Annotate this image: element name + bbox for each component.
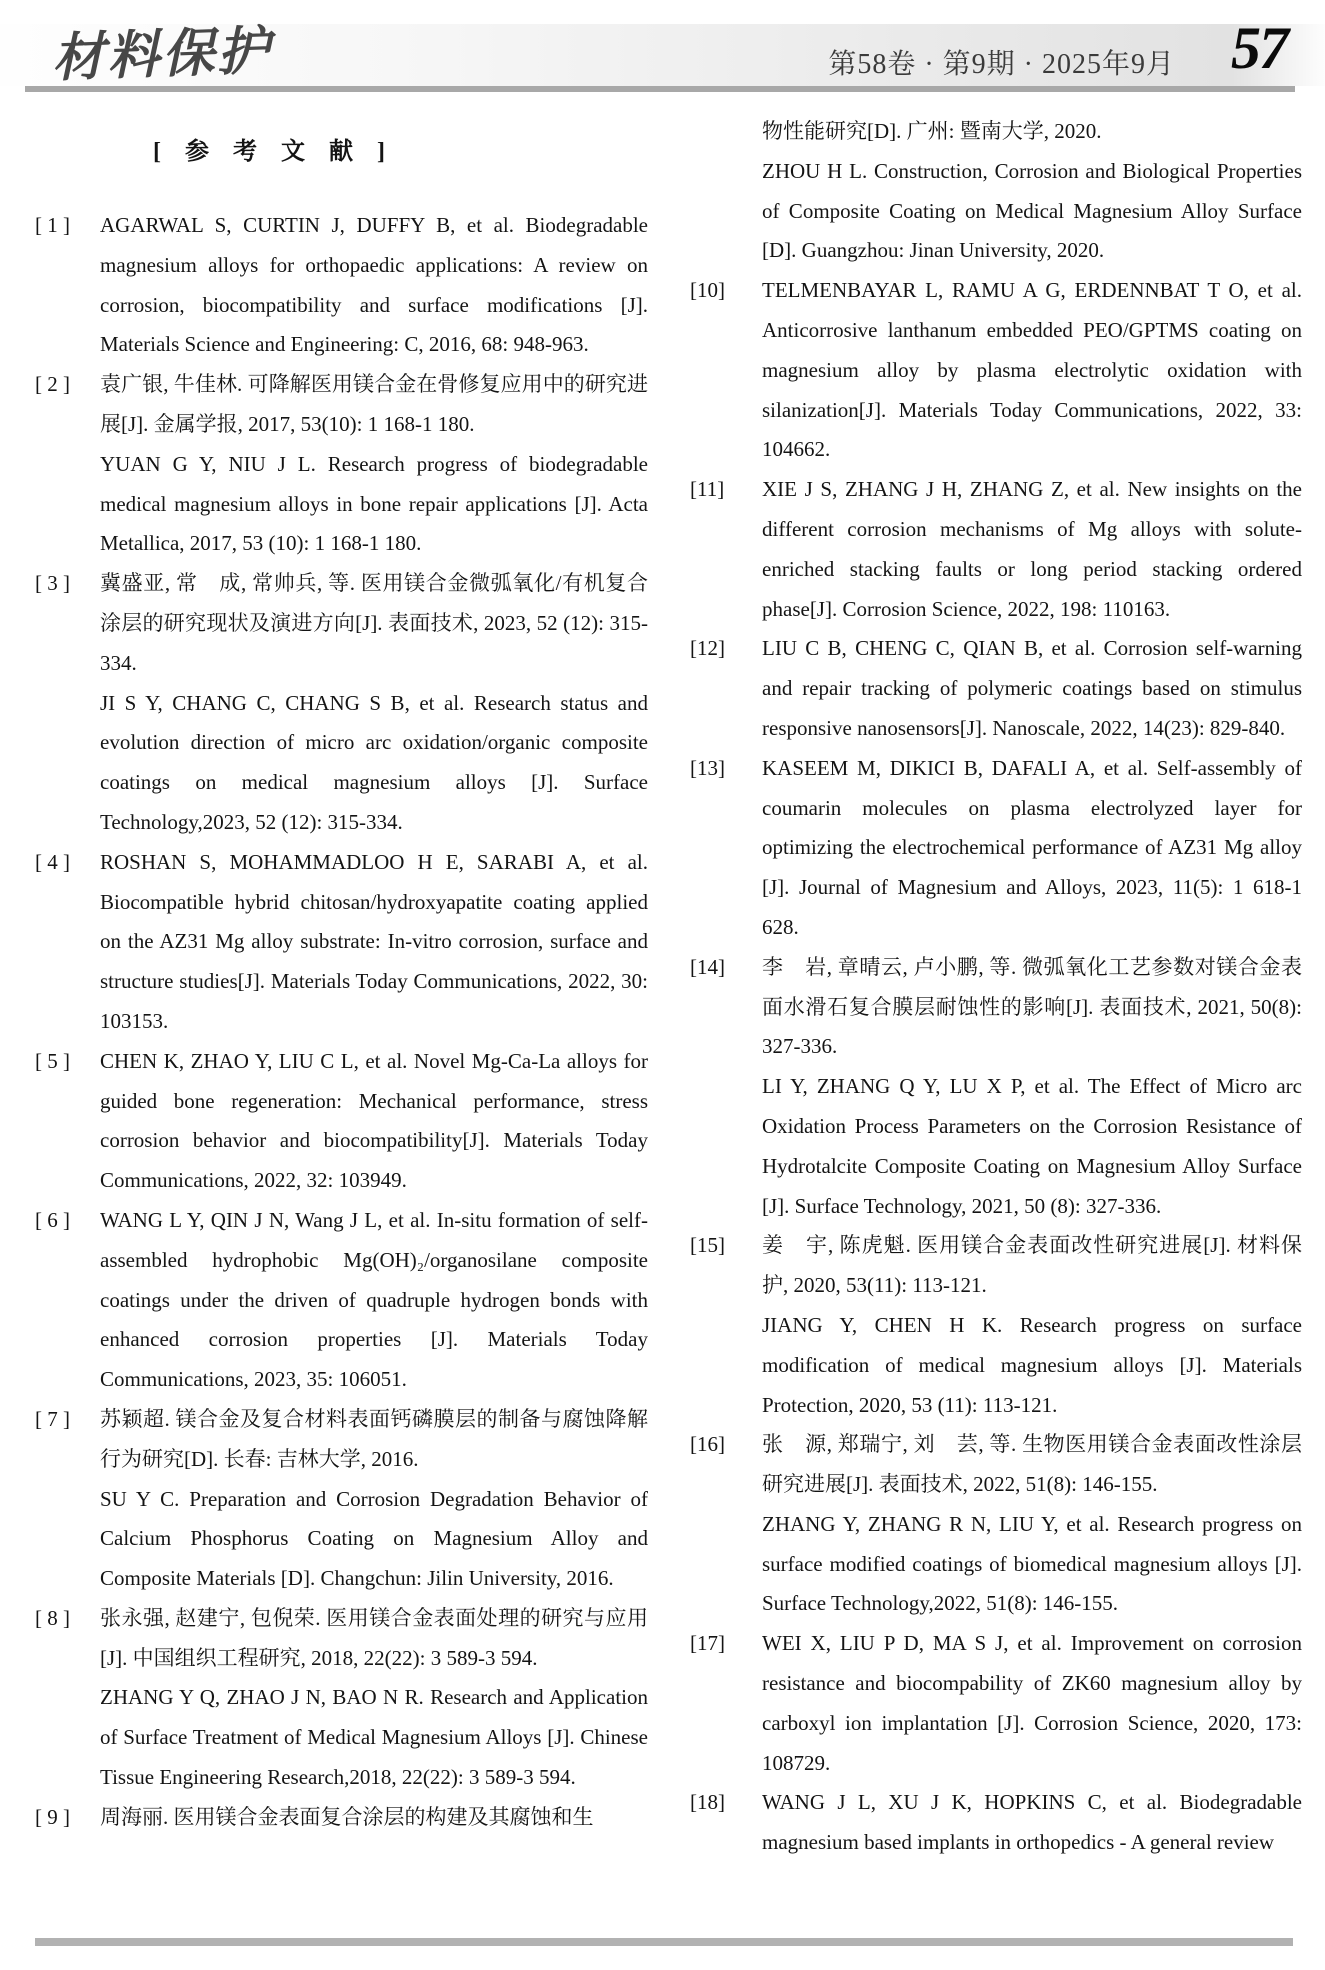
reference-text: TELMENBAYAR L, RAMU A G, ERDENNBAT T O, et al. Anticorrosive lanthanum embedded PEO/GPTMS coating on magnesium alloy by plasma electrolytic oxidation with silanization[J]. Materials Today Communications, 2022, 33: 104662. [762,278,1302,462]
reference-number: [11] [690,477,725,502]
reference-text: ROSHAN S, MOHAMMADLOO H E, SARABI A, et al. Biocompatible hybrid chitosan/hydroxyapatite coating applied on the AZ31 Mg alloy substrate: In-vitro corrosion, surface and structure studies[J]. Materials Today Communications, 2022, 30: 103153. [100,849,648,1033]
reference-text: WANG J L, XU J K, HOPKINS C, et al. Biodegradable magnesium based implants in orthopedics - A general review [762,1790,1302,1855]
references-column-left [35,132,648,1838]
reference-text: JI S Y, CHANG C, CHANG S B, et al. Research status and evolution direction of micro arc oxidation/organic composite coatings on medical magnesium alloys [J]. Surface Technology,2023, 52 (12): 315-334. [100,690,648,834]
reference-text: 周海丽. 医用镁合金表面复合涂层的构建及其腐蚀和生 [100,1804,594,1829]
reference-item [35,1599,648,1798]
reference-number: [13] [690,755,725,780]
reference-number: [ 1 ] [35,213,70,237]
reference-item [35,206,648,365]
page-number: 57 [1231,15,1287,81]
reference-number: [14] [690,954,725,979]
reference-number: [ 5 ] [35,1048,70,1073]
reference-text: 李 岩, 章晴云, 卢小鹏, 等. 微弧氧化工艺参数对镁合金表面水滑石复合膜层耐蚀性的影响[J]. 表面技术, 2021, 50(8): 327-336. [762,954,1302,1059]
reference-text: ZHANG Y Q, ZHAO J N, BAO N R. Research and Application of Surface Treatment of Medical Magnesium Alloys [J]. Chinese Tissue Engineering Research,2018, 22(22): 3 589-3 594. [100,1685,648,1790]
reference-text: YUAN G Y, NIU J L. Research progress of biodegradable medical magnesium alloys in bone repair applications [J]. Acta Metallica, 2017, 53 (10): 1 168-1 180. [100,451,648,556]
journal-logo: 材料保护 [51,23,274,88]
references-section-title: [ 参 考 文 献 ] [153,139,394,165]
reference-text: ZHOU H L. Construction, Corrosion and Biological Properties of Composite Coating on Medical Magnesium Alloy Surface [D]. Guangzhou: Jinan University, 2020. [762,158,1302,263]
reference-text: LIU C B, CHENG C, QIAN B, et al. Corrosion self-warning and repair tracking of polymeric coatings based on stimulus responsive nanosensors[J]. Nanoscale, 2022, 14(23): 829-840. [762,636,1302,740]
reference-item [690,629,1302,748]
reference-item [35,1201,648,1400]
reference-number: [ 4 ] [35,849,70,874]
references-list-right [690,112,1302,1863]
reference-number: [16] [690,1432,725,1457]
reference-number: [ 6 ] [35,1207,70,1232]
reference-item [690,271,1302,470]
reference-text: WANG L Y, QIN J N, Wang J L, et al. In-situ formation of self-assembled hydrophobic Mg(OH)₂/organosilane composite coatings under the driven of quadruple hydrogen bonds with enhanced corrosion properties [J]. Materials Today Communications, 2023, 35: 106051. [100,1207,648,1392]
reference-text: 冀盛亚, 常 成, 常帅兵, 等. 医用镁合金微弧氧化/有机复合涂层的研究现状及演进方向[J]. 表面技术, 2023, 52 (12): 315-334. [100,571,648,675]
reference-text: LI Y, ZHANG Q Y, LU X P, et al. The Effect of Micro arc Oxidation Process Parameters on the Corrosion Resistance of Hydrotalcite Composite Coating on Magnesium Alloy Surface [J]. Surface Technology, 2021, 50 (8): 327-336. [762,1074,1302,1218]
footer-rule [35,1938,1293,1946]
reference-item [35,843,648,1042]
reference-text: AGARWAL S, CURTIN J, DUFFY B, et al. Biodegradable magnesium alloys for orthopaedic applications: A review on corrosion, biocompatibility and surface modifications [J]. Materials Science and Engineering: C, 2016, 68: 948-963. [100,213,648,357]
reference-item [35,564,648,843]
reference-text: ZHANG Y, ZHANG R N, LIU Y, et al. Research progress on surface modified coatings of biomedical magnesium alloys [J]. Surface Technology,2022, 51(8): 146-155. [762,1511,1302,1616]
reference-text: 苏颖超. 镁合金及复合材料表面钙磷膜层的制备与腐蚀降解行为研究[D]. 长春: 吉林大学, 2016. [100,1406,648,1471]
reference-item [690,470,1302,629]
reference-number: [12] [690,636,725,661]
references-column-right [690,112,1302,1863]
reference-item [35,1400,648,1599]
reference-item [690,749,1302,948]
reference-number: [10] [690,278,725,303]
reference-item [690,1783,1302,1863]
reference-item [35,1798,648,1838]
reference-text: CHEN K, ZHAO Y, LIU C L, et al. Novel Mg-Ca-La alloys for guided bone regeneration: Mechanical performance, stress corrosion behavior and biocompatibility[J]. Materials Today Communications, 2022, 32: 103949. [100,1048,648,1193]
reference-text: 姜 宇, 陈虎魁. 医用镁合金表面改性研究进展[J]. 材料保护, 2020, 53(11): 113-121. [762,1233,1302,1298]
reference-item [690,1425,1302,1624]
reference-number: [ 7 ] [35,1406,70,1431]
references-list-left [35,206,648,1838]
reference-number: [ 2 ] [35,372,70,397]
reference-item [690,1226,1302,1425]
header-rule [25,86,1295,92]
reference-number: [ 9 ] [35,1804,70,1829]
reference-number: [ 8 ] [35,1605,70,1630]
reference-text: 张 源, 郑瑞宁, 刘 芸, 等. 生物医用镁合金表面改性涂层研究进展[J]. 表面技术, 2022, 51(8): 146-155. [762,1432,1302,1497]
reference-number: [18] [690,1790,725,1815]
reference-text: SU Y C. Preparation and Corrosion Degradation Behavior of Calcium Phosphorus Coating on Magnesium Alloy and Composite Materials [D]. Changchun: Jilin University, 2016. [100,1486,648,1591]
reference-item [690,948,1302,1227]
reference-text: 物性能研究[D]. 广州: 暨南大学, 2020. [762,119,1102,143]
reference-text: XIE J S, ZHANG J H, ZHANG Z, et al. New insights on the different corrosion mechanisms of Mg alloys with solute-enriched stacking faults or long period stacking ordered phase[J]. Corrosion Science, 2022, 198: 110163. [762,477,1302,621]
issue-info: 第58卷 · 第9期 · 2025年9月 [828,49,1175,80]
reference-text: 袁广银, 牛佳林. 可降解医用镁合金在骨修复应用中的研究进展[J]. 金属学报, 2017, 53(10): 1 168-1 180. [100,372,648,436]
reference-text: JIANG Y, CHEN H K. Research progress on surface modification of medical magnesium alloys [J]. Materials Protection, 2020, 53 (11): 113-121. [762,1312,1302,1417]
reference-item [35,1042,648,1201]
reference-item [690,112,1302,271]
reference-text: 张永强, 赵建宁, 包倪荣. 医用镁合金表面处理的研究与应用[J]. 中国组织工程研究, 2018, 22(22): 3 589-3 594. [100,1605,648,1670]
reference-number: [15] [690,1233,725,1258]
reference-item [690,1624,1302,1783]
reference-text: KASEEM M, DIKICI B, DAFALI A, et al. Self-assembly of coumarin molecules on plasma electrolyzed layer for optimizing the electrochemical performance of AZ31 Mg alloy [J]. Journal of Magnesium and Alloys, 2023, 11(5): 1 618-1 628. [762,755,1302,939]
reference-text: WEI X, LIU P D, MA S J, et al. Improvement on corrosion resistance and biocompability of ZK60 magnesium alloy by carboxyl ion implantation [J]. Corrosion Science, 2020, 173: 108729. [762,1631,1302,1775]
reference-item [35,365,648,564]
reference-number: [ 3 ] [35,571,70,596]
reference-number: [17] [690,1631,725,1656]
